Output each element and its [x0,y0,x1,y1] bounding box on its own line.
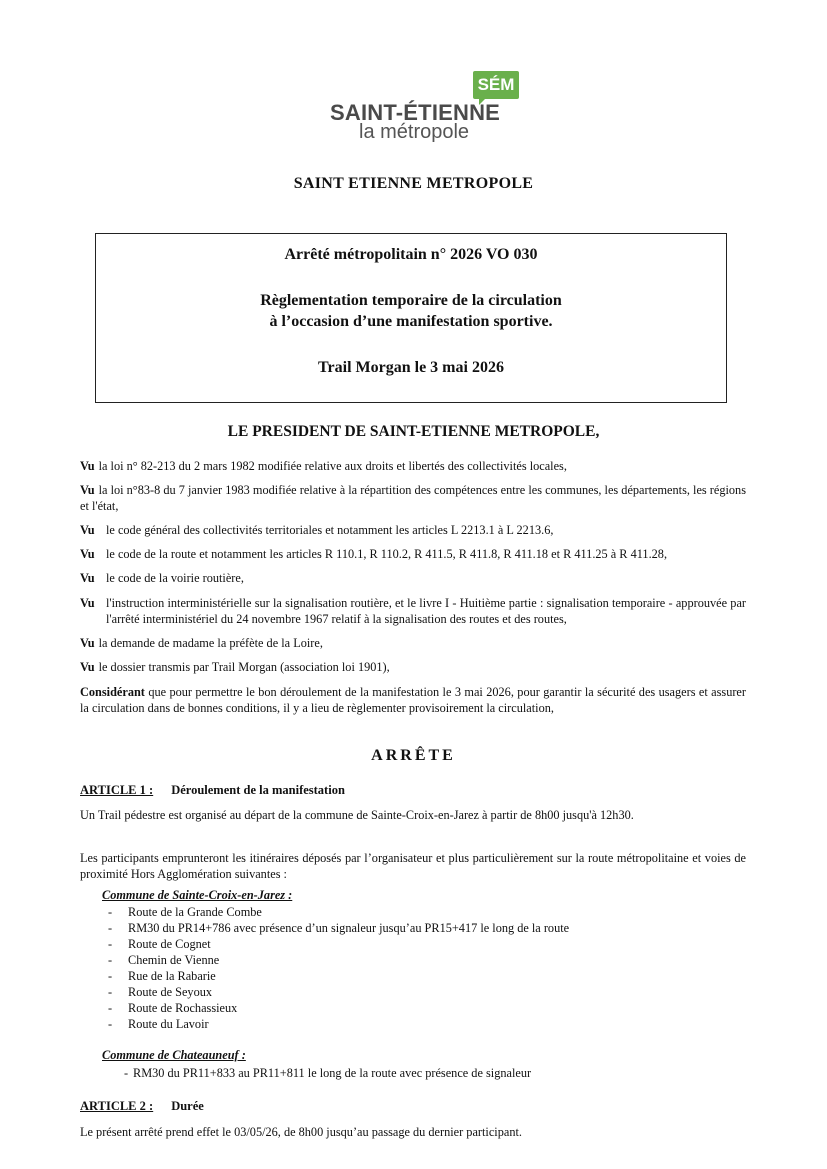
article1-para1: Un Trail pédestre est organisé au départ de la commune de Sainte-Croix-en-Jarez à partir de 8h00 jusqu'à 12h30. [80,808,634,822]
visa-item [80,458,746,474]
visa-item [80,570,746,586]
visa-text: la loi n°83-8 du 7 janvier 1983 modifiée relative à la répartition des compétences entre les communes, les départements, les régions et l'état, [80,483,746,513]
article2-heading [80,1099,204,1114]
decree-subject-line1: Règlementation temporaire de la circulation [260,292,562,309]
logo-badge: SÉM [473,71,519,99]
road-item: - Route de la Grande Combe [108,905,262,919]
decree-event: Trail Morgan le 3 mai 2026 [318,359,504,376]
vu-label: Vu [80,596,95,610]
road-item: - Rue de la Rabarie [108,969,216,983]
visa-item [80,595,746,627]
road-name: RM30 du PR14+786 avec présence d’un signaleur jusqu’au PR15+417 le long de la route [128,921,570,935]
visa-item [80,635,746,651]
decree-number: Arrêté métropolitain n° 2026 VO 030 [284,246,538,263]
visa-item [80,659,746,675]
considerant-paragraph [80,684,746,716]
logo-subtitle: la métropole [359,121,470,143]
considerant-label: Considérant [80,685,145,699]
vu-label: Vu [80,636,95,650]
article2-text: Le présent arrêté prend effet le 03/05/26, de 8h00 jusqu’au passage du dernier participant. [80,1125,522,1139]
visa-text: le dossier transmis par Trail Morgan (association loi 1901), [98,660,390,674]
article1-heading [80,783,345,798]
vu-label: Vu [80,547,95,561]
visa-item [80,546,746,562]
considerant-text: que pour permettre le bon déroulement de la manifestation le 3 mai 2026, pour garantir la sécurité des usagers et assurer la circulation dans de bonnes conditions, il y a lieu de règlementer provisoirement la circulation, [80,685,746,715]
vu-label: Vu [80,660,95,674]
commune-chateauneuf: Commune de Chateauneuf : [102,1048,246,1062]
article2-title: Durée [171,1099,204,1113]
visa-text: l'instruction interministérielle sur la signalisation routière, et le livre I - Huitième partie : signalisation temporaire - approuvée par l'arrêté interministériel du 24 novembre 1967 relatif à la signalisation des routes et des routes, [106,596,746,626]
vu-label: Vu [80,571,95,585]
road-item: - Route de Cognet [108,937,211,951]
article1-title: Déroulement de la manifestation [171,783,345,797]
organization-title: SAINT ETIENNE METROPOLE [293,175,534,192]
road-item: - RM30 du PR11+833 au PR11+811 le long de la route avec présence de signaleur [124,1066,532,1080]
road-name: Route de la Grande Combe [128,905,262,919]
visa-text: la demande de madame la préfète de la Loire, [98,636,323,650]
vu-label: Vu [80,483,95,497]
road-name: Rue de la Rabarie [128,969,216,983]
commune-sainte-croix: Commune de Sainte-Croix-en-Jarez : [102,888,293,902]
article1-para2: Les participants emprunteront les itinéraires déposés par l’organisateur et plus particulièrement sur la route métropolitaine et voies de proximité Hors Agglomération suivantes : [80,851,746,881]
vu-label: Vu [80,523,95,537]
road-item: - Route du Lavoir [108,1017,209,1031]
president-heading: LE PRESIDENT DE SAINT-ETIENNE METROPOLE, [227,423,600,440]
road-item: - Route de Rochassieux [108,1001,238,1015]
article1-label: ARTICLE 1 : [80,783,154,797]
road-name: Route du Lavoir [128,1017,209,1031]
visa-text: la loi n° 82-213 du 2 mars 1982 modifiée relative aux droits et libertés des collectivités locales, [98,459,567,473]
arrete-heading: ARRÊTE [371,747,456,764]
visa-text: le code général des collectivités territoriales et notamment les articles L 2213.1 à L 2213.6, [106,523,554,537]
road-item: - Route de Seyoux [108,985,213,999]
visa-item [80,522,746,538]
road-name: Route de Rochassieux [128,1001,238,1015]
visa-text: le code de la route et notamment les articles R 110.1, R 110.2, R 411.5, R 411.8, R 411.18 et R 411.25 à R 411.28, [106,547,668,561]
road-name: Route de Seyoux [128,985,213,999]
decree-subject-line2: à l’occasion d’une manifestation sportive. [269,313,553,330]
road-item: - RM30 du PR14+786 avec présence d’un signaleur jusqu’au PR15+417 le long de la route [108,921,570,935]
road-name: Chemin de Vienne [128,953,220,967]
road-item: - Chemin de Vienne [108,953,220,967]
visa-text: le code de la voirie routière, [106,571,244,585]
visa-item [80,482,746,514]
vu-label: Vu [80,459,95,473]
road-name: Route de Cognet [128,937,211,951]
logo-name: SAINT-ÉTIENNE [330,100,501,125]
article2-label: ARTICLE 2 : [80,1099,154,1113]
road-name: RM30 du PR11+833 au PR11+811 le long de la route avec présence de signaleur [133,1066,532,1080]
